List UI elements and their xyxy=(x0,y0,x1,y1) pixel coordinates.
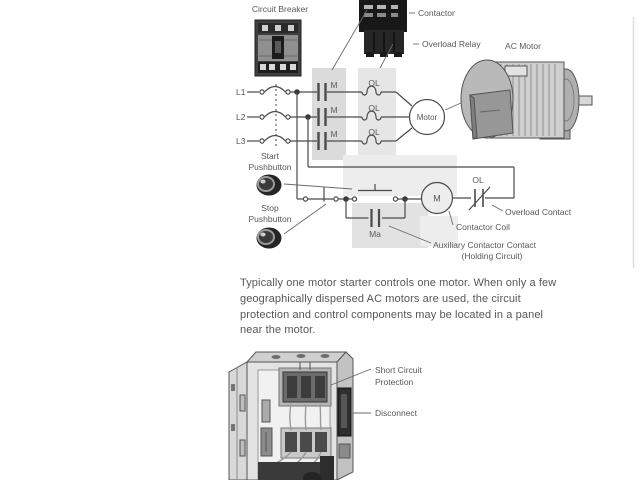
circuit-breaker-label: Circuit Breaker xyxy=(251,4,309,14)
m-coil-label: M xyxy=(433,193,441,204)
control-ol-label: OL xyxy=(472,175,484,185)
disconnect-label: Disconnect xyxy=(375,408,418,418)
stop-pushbutton-label-line2: Pushbutton xyxy=(248,214,292,224)
contactor-coil-label: Contactor Coil xyxy=(456,222,510,232)
leader-line-start xyxy=(284,184,352,189)
short-circuit-protection-label-line1: Short Circuit xyxy=(375,365,422,375)
ol-label-3: OL xyxy=(368,127,380,137)
ac-motor-label: AC Motor xyxy=(505,41,541,51)
phase-label-l3: L3 xyxy=(236,136,246,146)
leader-line-contactor xyxy=(332,10,367,70)
start-pushbutton-label-line2: Pushbutton xyxy=(248,162,292,172)
stop-pushbutton-illustration xyxy=(257,228,282,249)
short-circuit-protection-label-line2: Protection xyxy=(375,377,414,387)
panel-illustration xyxy=(229,352,353,480)
ol-label-1: OL xyxy=(368,78,380,88)
ol-label-2: OL xyxy=(368,103,380,113)
m-contact-label-3: M xyxy=(330,129,338,139)
stop-pushbutton-label-line1: Stop xyxy=(261,203,279,213)
motor-circle-label: Motor xyxy=(416,113,438,122)
overload-relay-label: Overload Relay xyxy=(422,39,481,49)
holding-circuit-label: (Holding Circuit) xyxy=(461,251,523,261)
leader-line-overload-contact xyxy=(492,205,503,211)
body-paragraph: Typically one motor starter controls one motor. When only a few geographically dispersed AC motors are used, the circuit protection and control components may be located in a panel near the motor. xyxy=(240,277,557,337)
contactor-illustration xyxy=(359,0,407,57)
contactor-label: Contactor xyxy=(418,8,455,18)
phase-label-l2: L2 xyxy=(236,112,246,122)
m-contact-label-2: M xyxy=(330,105,338,115)
ac-motor-illustration xyxy=(461,60,592,139)
scan-shading xyxy=(312,68,458,248)
aux-contact-label: Auxiliary Contactor Contact xyxy=(433,240,536,250)
phase-label-l1: L1 xyxy=(236,87,246,97)
circuit-breaker-illustration xyxy=(255,20,301,76)
overload-contact-label: Overload Contact xyxy=(505,207,572,217)
leader-line-motor xyxy=(445,103,461,110)
ma-label: Ma xyxy=(369,229,381,239)
start-pushbutton-label-line1: Start xyxy=(261,151,279,161)
m-contact-label-1: M xyxy=(330,80,338,90)
start-pushbutton-illustration xyxy=(257,175,282,196)
